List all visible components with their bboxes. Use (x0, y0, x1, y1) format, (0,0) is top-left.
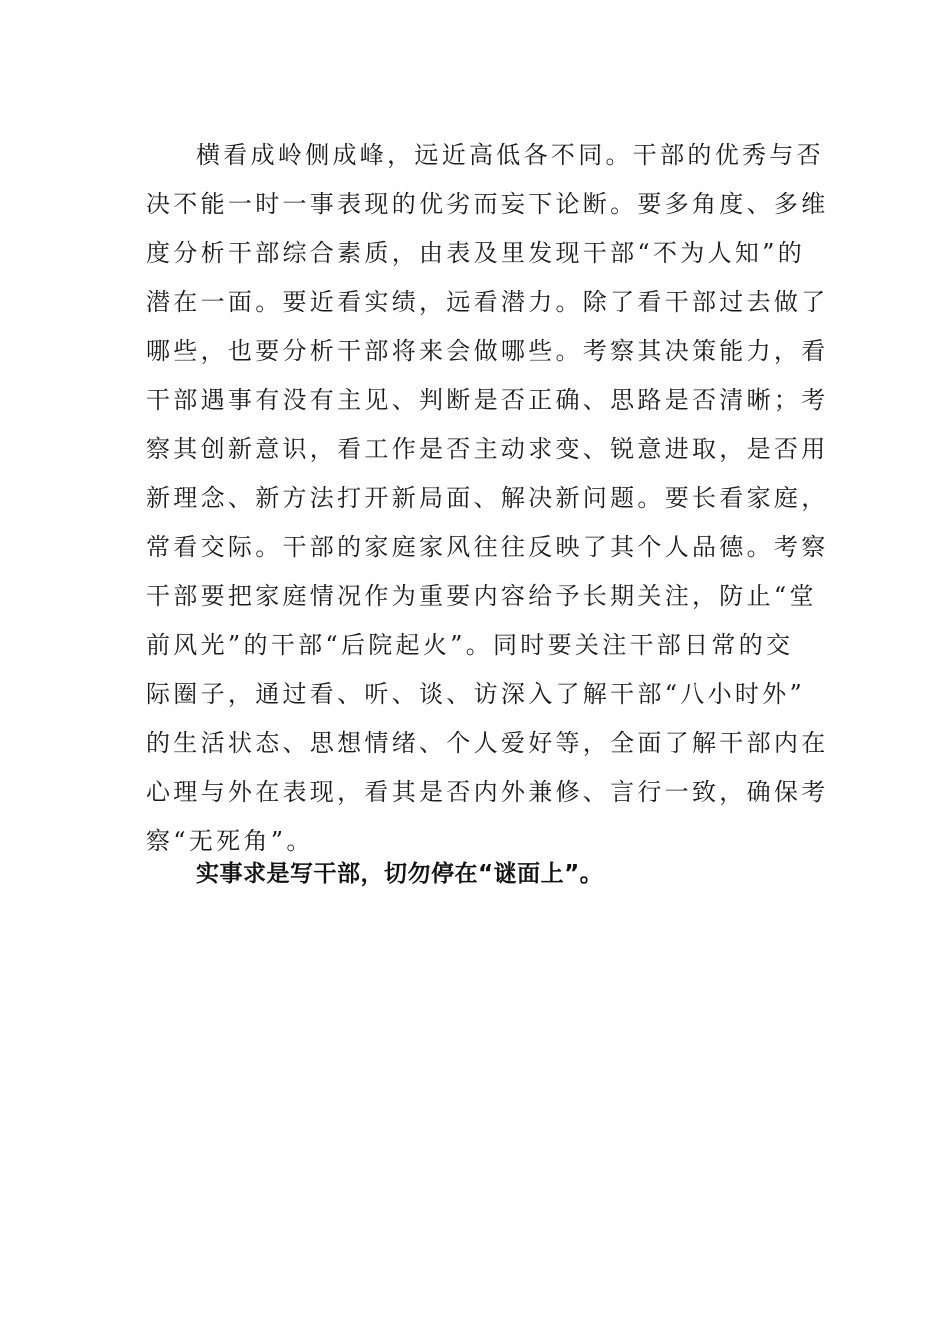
paragraph-line: 新理念、新方法打开新局面、解决新问题。要长看家庭， (146, 484, 829, 512)
paragraph-line: 际圈子，通过看、听、谈、访深入了解干部“八小时外” (146, 680, 806, 708)
paragraph-line: 决不能一时一事表现的优劣而妄下论断。要多角度、多维 (146, 190, 829, 218)
body-paragraph (146, 131, 829, 866)
paragraph-line: 横看成岭侧成峰，远近高低各不同。干部的优秀与否 (196, 141, 824, 169)
section-heading: 实事求是写干部，切勿停在“谜面上”。 (196, 861, 604, 887)
paragraph-line: 哪些，也要分析干部将来会做哪些。考察其决策能力，看 (146, 337, 829, 365)
paragraph-line: 干部遇事有没有主见、判断是否正确、思路是否清晰；考 (146, 386, 829, 414)
paragraph-line: 潜在一面。要近看实绩，远看潜力。除了看干部过去做了 (146, 288, 829, 316)
paragraph-line: 常看交际。干部的家庭家风往往反映了其个人品德。考察 (146, 533, 829, 561)
paragraph-line: 的生活状态、思想情绪、个人爱好等，全面了解干部内在 (146, 729, 829, 757)
paragraph-line: 察其创新意识，看工作是否主动求变、锐意进取，是否用 (146, 435, 829, 463)
paragraph-line: 干部要把家庭情况作为重要内容给予长期关注，防止“堂 (146, 582, 817, 610)
paragraph-line: 察“无死角”。 (146, 827, 314, 855)
paragraph-line: 前风光”的干部“后院起火”。同时要关注干部日常的交 (146, 631, 794, 659)
paragraph-line: 心理与外在表现，看其是否内外兼修、言行一致，确保考 (146, 778, 829, 806)
paragraph-line: 度分析干部综合素质，由表及里发现干部“不为人知”的 (146, 239, 806, 267)
